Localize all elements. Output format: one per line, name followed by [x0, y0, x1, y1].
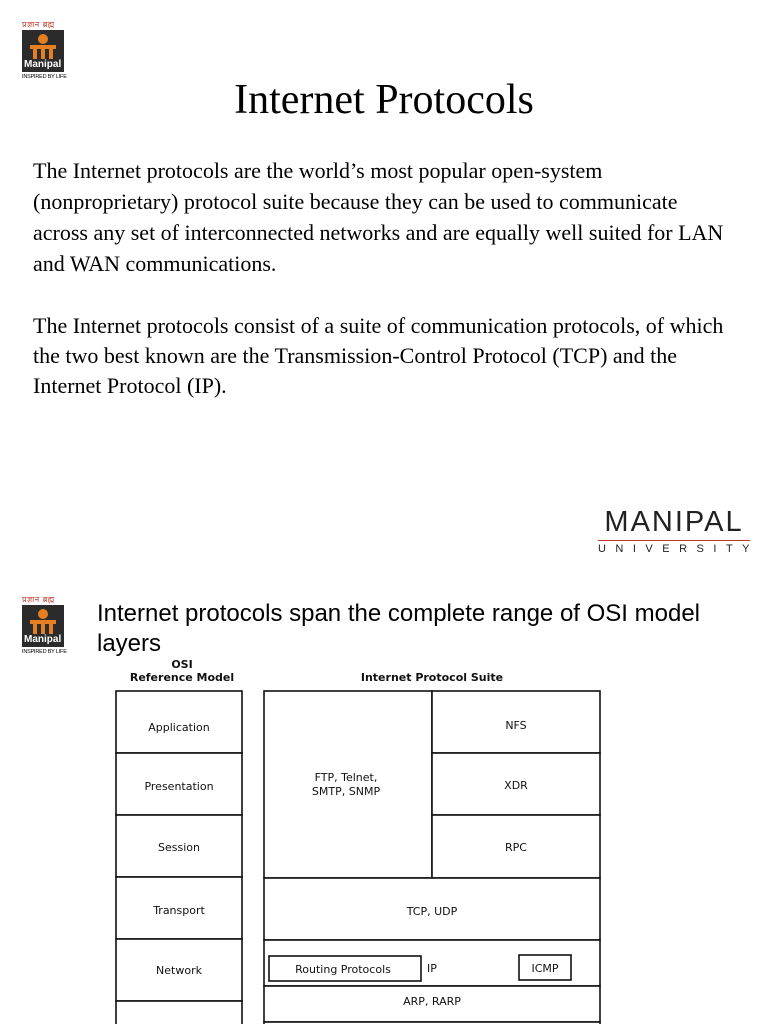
osi-layer-application — [116, 691, 242, 753]
icmp-label: ICMP — [531, 962, 559, 975]
osi-layer-network — [116, 939, 242, 1001]
suite-upper-line2: SMTP, SNMP — [311, 785, 381, 798]
suite-arp — [264, 986, 600, 1022]
suite-transport — [264, 878, 600, 940]
osi-header-line2: Reference Model — [129, 671, 235, 684]
osi-layer-label: Presentation — [144, 780, 214, 793]
suite-rpc — [432, 815, 600, 878]
osi-layer-label: Transport — [153, 904, 205, 917]
osi-header-line1: OSI — [171, 658, 193, 671]
paragraph-1: The Internet protocols are the world’s most popular open-system (nonproprietary) protocol suite because they can be used to communicate across any set of interconnected networks and are equally well suited for LAN and WAN communications. — [33, 158, 724, 276]
logo-motto: प्रज्ञान ब्रह्म — [22, 595, 55, 604]
osi-layer-label: Application — [148, 721, 210, 734]
routing-protocols-label: Routing Protocols — [295, 963, 391, 976]
logo-tagline: INSPIRED BY LIFE — [22, 74, 67, 80]
suite-network — [264, 940, 600, 986]
manipal-logo — [22, 20, 68, 80]
suite-rpc-label: RPC — [505, 841, 527, 854]
university-name: MANIPAL — [604, 506, 744, 538]
ip-label: IP — [427, 962, 437, 975]
slide-title: Internet protocols span the complete range of OSI model layers — [97, 600, 701, 657]
osi-layer-presentation — [116, 753, 242, 815]
logo-motto: प्रज्ञान ब्रह्म — [22, 20, 55, 29]
logo-brand: Manipal — [24, 59, 62, 70]
osi-layer-session — [116, 815, 242, 877]
slide-osi-layers — [0, 575, 768, 1024]
logo-brand: Manipal — [24, 634, 62, 645]
osi-layer-transport — [116, 877, 242, 939]
suite-header: Internet Protocol Suite — [360, 671, 504, 684]
osi-layer-partial — [116, 1001, 242, 1024]
slide-title: Internet Protocols — [234, 77, 534, 123]
suite-application-protocols — [264, 691, 432, 878]
suite-nfs-label: NFS — [505, 719, 527, 732]
wordmark-divider — [598, 540, 750, 541]
osi-protocol-diagram — [0, 575, 768, 1024]
osi-layer-label: Network — [156, 964, 202, 977]
suite-transport-label: TCP, UDP — [406, 905, 458, 918]
suite-xdr — [432, 753, 600, 815]
suite-nfs — [432, 691, 600, 753]
suite-upper-line1: FTP, Telnet, — [314, 771, 378, 784]
osi-layer-label: Session — [158, 841, 200, 854]
university-sub: UNIVERSITY — [597, 543, 759, 555]
suite-xdr-label: XDR — [504, 779, 528, 792]
logo-emblem — [22, 30, 64, 72]
paragraph-2: The Internet protocols consist of a suite of communication protocols, of which the two best known are the Transmission-Control Protocol (TCP) and the Internet Protocol (IP). — [33, 313, 724, 398]
manipal-university-wordmark — [597, 506, 759, 556]
suite-arp-label: ARP, RARP — [403, 995, 461, 1008]
logo-tagline: INSPIRED BY LIFE — [22, 649, 67, 655]
